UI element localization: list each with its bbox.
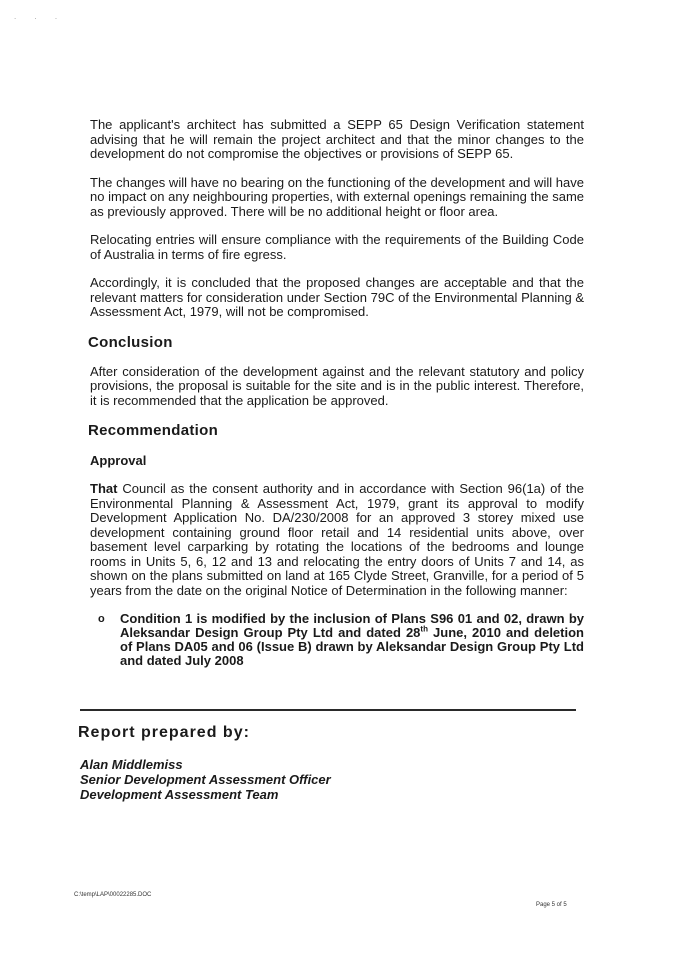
ordinal-suffix: th <box>420 624 428 634</box>
report-body <box>90 118 584 668</box>
condition-item <box>98 611 584 668</box>
conclusion-heading: Conclusion <box>88 333 173 351</box>
recommendation-lead: That <box>90 481 118 496</box>
signatory-title: Senior Development Assessment Officer <box>80 772 331 787</box>
condition-text-part2: June, 2010 and deletion of Plans DA05 and 06 (Issue B) drawn by Aleksandar Design Group Pty Ltd and dated July 2008 <box>120 625 584 668</box>
scan-marks: . . . <box>14 12 66 21</box>
recommendation-heading: Recommendation <box>88 422 219 439</box>
paragraph-changes: The changes will have no bearing on the functioning of the development and will have no impact on any neighbouring properties, with external openings remaining the same as previously approved. There will be no additional height or floor area. <box>90 174 584 219</box>
recommendation-body: Council as the consent authority and in accordance with Section 96(1a) of the Environmental Planning & Assessment Act, 1979, grant its approval to modify Development Application No. DA/230/2008 for an approved 3 storey mixed use development containing ground floor retail and 14 residential units above, over basement level carparking by rotating the locations of the bedrooms and lounge rooms in Units 5, 6, 12 and 13 and relocating the entry doors of Units 7 and 14, as shown on the plans submitted on land at 165 Clyde Street, Granville, for a period of 5 years from the date on the original Notice of Determination in the following manner: <box>90 481 584 598</box>
condition-text-part1: Condition 1 is modified by the inclusion of Plans S96 01 and 02, drawn by Aleksandar Design Group Pty Ltd and dated 28 <box>120 611 584 640</box>
paragraph-accordingly: Accordingly, it is concluded that the proposed changes are acceptable and that the relevant matters for consideration under Section 79C of the Environmental Planning & Assessment Act, 1979, will not be compromised. <box>90 275 584 319</box>
bullet-icon: o <box>98 613 105 625</box>
conclusion-text: After consideration of the development against and the relevant statutory and policy provisions, the proposal is suitable for the site and is in the public interest. Therefore, it is recommended that the application be approved. <box>90 363 584 408</box>
footer-page-number: Page 5 of 5 <box>536 902 567 908</box>
prepared-by-heading: Report prepared by: <box>78 724 250 741</box>
signatory-name: Alan Middlemiss <box>80 757 183 772</box>
signatory-block <box>80 757 331 802</box>
conditions-list <box>90 612 584 668</box>
horizontal-divider <box>80 709 576 711</box>
footer-file-path: C:\temp\LAP\00022285.DOC <box>74 892 152 898</box>
recommendation-text <box>90 482 584 598</box>
signatory-team: Development Assessment Team <box>80 787 279 802</box>
approval-subheading: Approval <box>90 453 147 468</box>
paragraph-bca: Relocating entries will ensure compliance with the requirements of the Building Code of Australia in terms of fire egress. <box>90 232 584 262</box>
paragraph-sepp65: The applicant's architect has submitted a SEPP 65 Design Verification statement advising that he will remain the project architect and that the minor changes to the development do not compromise the objectives or provisions of SEPP 65. <box>90 117 584 161</box>
